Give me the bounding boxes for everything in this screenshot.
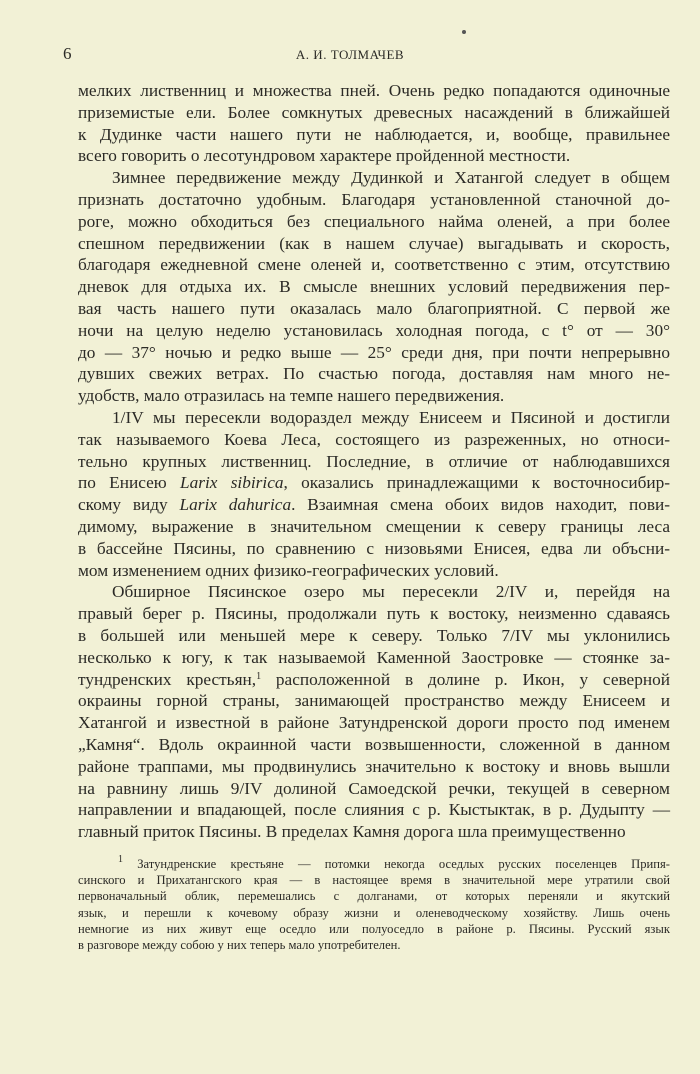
text-line: [78, 712, 670, 734]
text-run: дневок для отдыха их. В смысле внешних условий передвижения пер-: [78, 277, 670, 297]
text-run: мелких лиственниц и множества пней. Очень редко попадаются одиночные: [78, 81, 670, 100]
text-run: признать достаточно удобным. Благодаря установленной станочной до-: [78, 189, 670, 209]
text-line: [78, 538, 670, 560]
text-run: благодаря ежедневной смене оленей и, соответственно с этим, отсутствию: [78, 255, 670, 275]
text-run: язык, и перешли к кочевому образу жизни и оленеводческому хозяйству. Лишь очень: [78, 905, 670, 920]
footnote-line: [78, 905, 670, 921]
text-line: [78, 298, 670, 320]
text-line: [78, 320, 670, 342]
text-run: окраины горной страны, занимающей пространство между Енисеем и: [78, 691, 670, 711]
italic-term: Larix sibirica: [179, 473, 284, 493]
footnote-line: [78, 937, 670, 953]
text-line: [78, 429, 670, 451]
text-run: тундренских крестьян,: [78, 669, 257, 689]
text-run: направлении и впадающей, после слияния с р. Кыстыктак, в р. Дудыпту —: [78, 800, 670, 820]
text-line: [78, 821, 670, 843]
text-run: вая часть нашего пути оказалась мало благоприятной. С первой же: [78, 298, 670, 318]
text-line: [78, 124, 670, 146]
text-run: в разговоре между собою у них теперь мало употребителен.: [78, 937, 401, 952]
scan-speck: [462, 30, 466, 34]
main-text: [78, 80, 670, 843]
text-run: Обширное Пясинское озеро мы пересекли 2/IV и, перейдя на: [112, 582, 670, 602]
text-line: [78, 581, 670, 603]
text-run: , оказались принадлежащими к восточносибир-: [283, 473, 671, 493]
text-line: [78, 211, 670, 233]
footnote-line: [78, 872, 670, 888]
page-number: 6: [63, 44, 72, 63]
text-line: [78, 276, 670, 298]
text-run: главный приток Пясины. В пределах Камня дорога шла преимущественно: [78, 822, 626, 842]
text-line: [78, 734, 670, 756]
text-run: ночи на целую неделю установилась холодная погода, с t° от — 30°: [78, 320, 670, 340]
text-line: [78, 472, 670, 494]
text-run: спешном передвижении (как в нашем случае) выгадывать и скорость,: [78, 233, 670, 253]
text-run: Зимнее передвижение между Дудинкой и Хатангой следует в общем: [112, 168, 670, 188]
text-run: удобств, мало отразилась на темпе нашего передвижения.: [78, 386, 505, 406]
text-run: первоначальный облик, перемешались с долганами, от которых переняли и якутский: [78, 889, 670, 904]
text-line: [78, 407, 670, 429]
text-line: [78, 80, 670, 102]
text-line: [78, 778, 670, 800]
text-line: [78, 494, 670, 516]
text-line: [78, 625, 670, 647]
text-run: Затундренские крестьяне — потомки некогда оседлых русских поселенцев Припя-: [123, 857, 670, 871]
text-run: роге, можно обходиться без специального найма оленей, а при более: [78, 211, 670, 231]
text-run: до — 37° ночью и редко выше — 25° среди дня, при почти непрерывно: [78, 342, 670, 362]
text-run: расположенной в долине р. Икон, у северной: [261, 669, 670, 689]
footnote-line: [78, 888, 670, 904]
text-run: к Дудинке части нашего пути не наблюдается, и, вообще, правильнее: [78, 124, 670, 144]
footnote-marker: 1: [256, 670, 262, 682]
text-line: [78, 254, 670, 276]
text-run: в большей или меньшей мере к северу. Только 7/IV мы уклонились: [78, 625, 670, 645]
text-line: [78, 385, 670, 407]
text-line: [78, 167, 670, 189]
text-line: [78, 799, 670, 821]
text-run: Хатангой и известной в районе Затундренской дороги просто под именем: [78, 713, 670, 733]
text-line: [78, 560, 670, 582]
text-line: [78, 603, 670, 625]
running-title: А. И. ТОЛМАЧЕВ: [295, 47, 405, 62]
text-run: в бассейне Пясины, по сравнению с низовьями Енисея, едва ли объсни-: [78, 538, 670, 558]
text-run: димому, выражение в значительном смещении к северу границы леса: [78, 516, 670, 536]
text-run: дувших свежих ветрах. По счастью погода, доставляя нам много не-: [78, 364, 670, 384]
italic-term: Larix dahurica: [179, 495, 292, 515]
text-run: районе траппами, мы продвинулись значительно к востоку и вновь вышли: [78, 756, 670, 776]
text-run: . Взаимная смена обоих видов находит, пови-: [291, 495, 670, 515]
text-line: [78, 690, 670, 712]
text-run: несколько к югу, к так называемой Каменной Заостровке — стоянке за-: [78, 647, 670, 667]
text-run: синского и Прихатангского края — в настоящее время в значительной мере утратили свой: [78, 873, 670, 888]
text-line: [78, 756, 670, 778]
text-run: приземистые ели. Более сомкнутых древесных насаждений в ближайшей: [78, 102, 670, 122]
text-line: [78, 189, 670, 211]
text-run: немногие из них живут еще оседло или полуоседло в районе р. Пясины. Русский язык: [78, 921, 670, 936]
footnote-line: [78, 856, 670, 872]
text-run: скому виду: [78, 495, 180, 515]
text-line: [78, 516, 670, 538]
text-line: [78, 647, 670, 669]
text-run: „Камня“. Вдоль окраинной части возвышенности, сложенной в данном: [78, 734, 670, 754]
text-line: [78, 451, 670, 473]
text-line: [78, 145, 670, 167]
text-line: [78, 233, 670, 255]
text-run: 1/IV мы пересекли водораздел между Енисеем и Пясиной и достигли: [112, 407, 670, 427]
footnote: [78, 856, 670, 953]
text-line: [78, 102, 670, 124]
text-run: всего говорить о лесотундровом характере пройденной местности.: [78, 146, 571, 166]
text-line: [78, 669, 670, 691]
text-run: по Енисею: [78, 473, 180, 493]
text-run: так называемого Коева Леса, состоящего из разреженных, но относи-: [78, 429, 670, 449]
text-run: тельно крупных лиственниц. Последние, в отличие от наблюдавшихся: [78, 451, 670, 471]
text-line: [78, 363, 670, 385]
footnote-line: [78, 921, 670, 937]
text-run: на равнину лишь 9/IV долиной Самоедской речки, текущей в северном: [78, 778, 670, 798]
footnote-marker: 1: [118, 854, 123, 865]
text-line: [78, 342, 670, 364]
text-run: правый берег р. Пясины, продолжали путь к востоку, неизменно сдаваясь: [78, 604, 670, 624]
text-run: мом изменением одних физико-географических условий.: [78, 560, 499, 580]
